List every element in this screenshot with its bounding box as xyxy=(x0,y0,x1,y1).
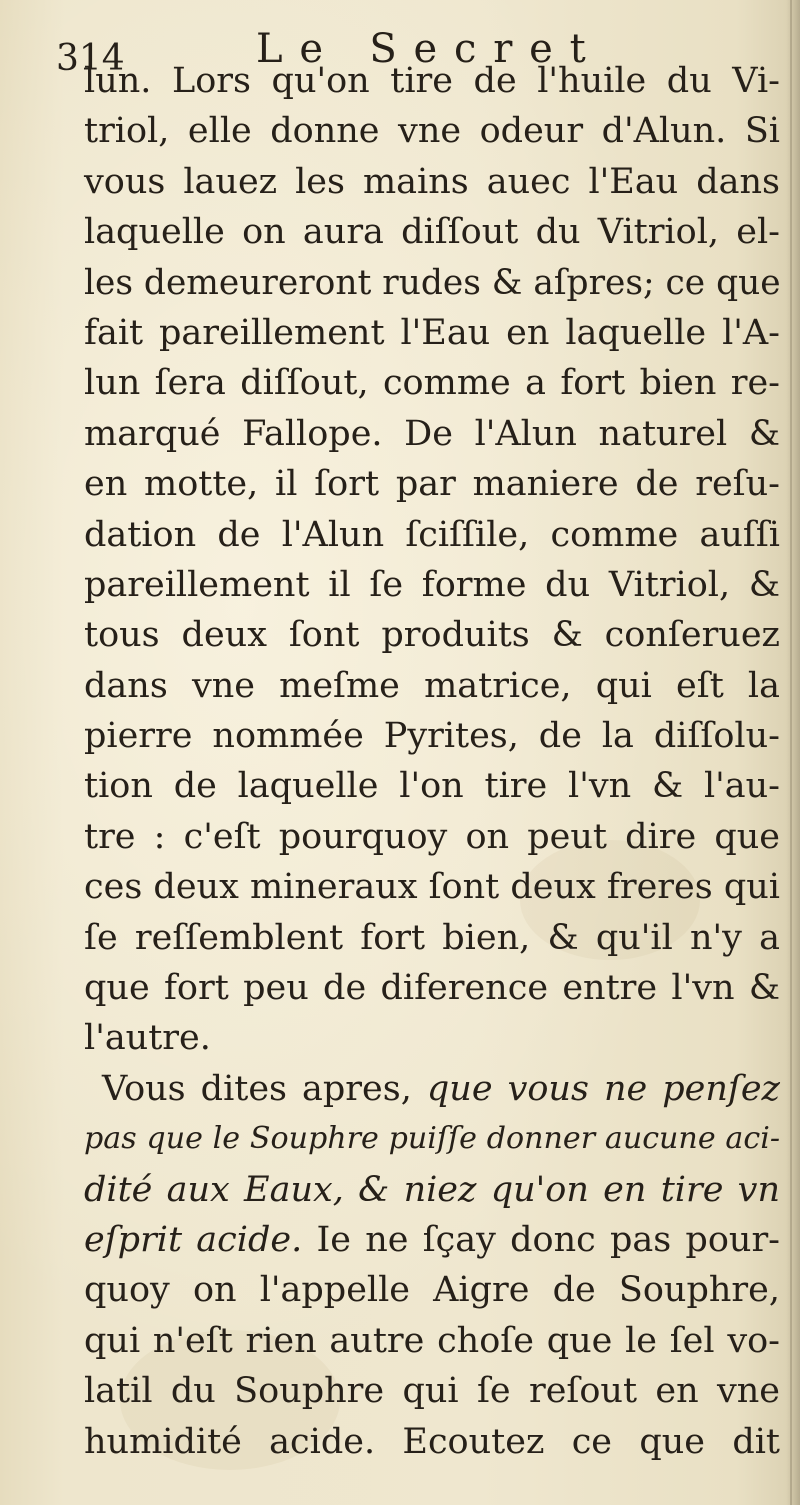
text-line: dans vne meſme matrice, qui eſt la xyxy=(84,665,780,706)
text-line: que fort peu de diference entre l'vn & xyxy=(84,968,780,1009)
running-head: Le Secret xyxy=(256,26,603,72)
text-line: dité aux Eaux, & niez qu'on en tire vn xyxy=(84,1169,780,1210)
page-number: 314 xyxy=(56,38,125,79)
body-text xyxy=(84,56,780,1467)
text-line: ces deux mineraux ſont deux freres qui xyxy=(84,867,780,908)
text-line: humidité acide. Ecoutez ce que dit xyxy=(84,1421,780,1462)
text-line: pierre nommée Pyrites, de la diſſolu- xyxy=(84,716,780,757)
text-line: laquelle on aura diſſout du Vitriol, el- xyxy=(84,212,780,253)
text-line: l'autre. xyxy=(84,1018,211,1059)
text-line: les demeureront rudes & aſpres; ce que xyxy=(84,262,781,303)
roman-run: Vous dites apres, xyxy=(102,1068,427,1109)
text-line: quoy on l'appelle Aigre de Souphre, xyxy=(84,1270,780,1311)
text-line: lun. Lors qu'on tire de l'huile du Vi- xyxy=(84,61,780,101)
text-line: pas que le Souphre puiſſe donner aucune aci- xyxy=(84,1121,780,1157)
text-line: lun ſera diſſout, comme a fort bien re- xyxy=(84,363,780,404)
page-edge-line xyxy=(790,0,792,1505)
text-line xyxy=(84,1064,780,1114)
text-line: tre : c'eſt pourquoy on peut dire que xyxy=(84,816,780,857)
text-line: ſe reſſemblent fort bien, & qu'il n'y a xyxy=(84,917,780,958)
text-line: fait pareillement l'Eau en laquelle l'A- xyxy=(84,312,780,353)
text-line: vous lauez les mains auec l'Eau dans xyxy=(84,161,780,202)
text-line: qui n'eſt rien autre choſe que le ſel vo- xyxy=(84,1320,780,1361)
roman-run: Ie ne ſçay donc pas pour- xyxy=(316,1219,781,1260)
text-line: pareillement il ſe forme du Vitriol, & xyxy=(84,564,780,605)
text-line xyxy=(84,1215,780,1265)
page-edge-shadow xyxy=(786,0,800,1505)
text-line: dation de l'Alun ſciſſile, comme auſſi xyxy=(84,514,780,555)
italic-run: eſprit acide. xyxy=(84,1219,317,1260)
text-line: tous deux ſont produits & conſeruez xyxy=(84,615,780,656)
text-line: marqué Fallope. De l'Alun naturel & xyxy=(84,413,780,454)
text-line: latil du Souphre qui ſe reſout en vne xyxy=(84,1371,780,1412)
italic-run: que vous ne penſez xyxy=(426,1068,780,1109)
text-line: triol, elle donne vne odeur d'Alun. Si xyxy=(84,111,780,152)
text-line: en motte, il ſort par maniere de reſu- xyxy=(84,464,780,505)
text-line: tion de laquelle l'on tire l'vn & l'au- xyxy=(84,766,780,807)
